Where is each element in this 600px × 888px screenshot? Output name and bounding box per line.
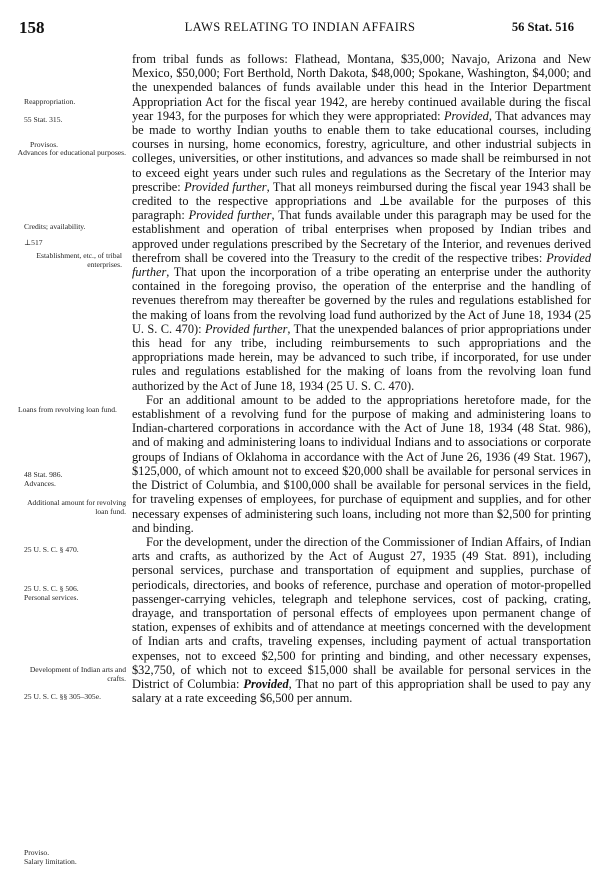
statute-reference: 56 Stat. 516 bbox=[511, 20, 574, 34]
margin-note: Proviso. bbox=[24, 848, 50, 857]
running-title: LAWS RELATING TO INDIAN AFFAIRS bbox=[184, 20, 416, 34]
margin-note: Provisos. bbox=[30, 140, 59, 149]
proviso-term: Provided further bbox=[132, 250, 591, 280]
margin-note: Advances. bbox=[24, 479, 56, 488]
text-run: from tribal funds as follows: Flathead, Montana, $35,000; Navajo, Arizona and New Mexico, $50,000; Fort Berthold, North Dakota, $48,000; Spokane, Washington, $4,000; and the unexpended balances of funds available under this head in the Interior Department Appropriation Act for the fiscal year 1942, are hereby continued available during the fiscal year 1943, for the purposes for which they were appropriated: bbox=[132, 52, 591, 123]
margin-note: Reappropriation. bbox=[24, 97, 76, 106]
paragraph bbox=[132, 52, 591, 393]
paragraph: For an additional amount to be added to the appropriations heretofore made, for the establishment of a revolving fund for the purpose of making and administering loans to Indian-chartered corporations in accordance with the Act of June 18, 1934 (48 Stat. 986), and of making and administering loans to individual Indians and to associations or corporate groups of Indians of Oklahoma in accordance with the Act of June 26, 1936 (49 Stat. 1967), $125,000, of which amount not to exceed $20,000 shall be available for personal services in the District of Columbia, and $100,000 shall be available for personal services in the field, for traveling expenses of employees, for purchase of equipment and supplies, and for other necessary expenses of administering such loans, including not more than $2,500 for printing and binding. bbox=[132, 392, 591, 535]
text-run: , That upon the incorporation of a tribe operating an enterprise under the authority contained in the foregoing proviso, the operation of the enterprise and the handling of revenues therefrom may thereafter be governed by the rules and regulations established for the making of loans from the revolving load fund authorized by the Act of June 18, 1934 (25 U. S. C. 470): bbox=[132, 265, 591, 336]
margin-note: Loans from revolving loan fund. bbox=[18, 405, 117, 414]
margin-note: Establishment, etc., of tribal enterprises. bbox=[36, 251, 122, 270]
text-run: , That no part of this appropriation shall be used to pay any salary at a rate exceeding $6,500 per annum. bbox=[132, 676, 591, 706]
margin-note: 25 U. S. C. § 470. bbox=[24, 545, 79, 554]
proviso-term: Provided bbox=[243, 676, 289, 691]
page-header bbox=[0, 18, 600, 38]
text-run: For the development, under the direction of the Commissioner of Indian Affairs, of Indian arts and crafts, as authorized by the Act of August 27, 1935 (49 Stat. 891), including personal services, purchase and transportation of equipment and supplies, purchase of periodicals, directories, and books of reference, purchase and operation of motor-propelled passenger-carrying vehicles, telegraph and telephone services, cost of packing, crating, drayage, and transportation of personal effects of employees upon permanent change of station, expenses of exhibits and of attendance at meetings concerned with the development of Indian arts and crafts, traveling expenses, including payment of actual transportation expenses, not to exceed $2,500 for printing and binding, and other necessary expenses, $32,750, of which not to exceed $15,000 shall be available for personal services in the District of Columbia: bbox=[132, 534, 591, 691]
proviso-term: Provided further bbox=[204, 321, 288, 336]
text-run: , That all moneys reimbursed during the fiscal year 1943 shall be credited to the respective appropriations and ⊥be available for the purposes of this paragraph: bbox=[132, 179, 592, 223]
paragraph bbox=[132, 535, 591, 705]
margin-note: 25 U. S. C. § 506. bbox=[24, 584, 79, 593]
margin-note: Personal services. bbox=[24, 593, 79, 602]
proviso-term: Provided further bbox=[184, 179, 267, 194]
page-number: 158 bbox=[19, 18, 45, 37]
proviso-term: Provided further bbox=[188, 208, 272, 223]
margin-note: 48 Stat. 986. bbox=[24, 470, 63, 479]
margin-note: Development of Indian arts and crafts. bbox=[29, 665, 126, 684]
margin-note: Additional amount for revolving loan fund. bbox=[27, 498, 126, 517]
margin-note: 55 Stat. 315. bbox=[24, 115, 63, 124]
margin-note: ⊥517 bbox=[24, 238, 43, 247]
margin-note: 25 U. S. C. §§ 305–305e. bbox=[24, 692, 101, 701]
text-run: , That advances may be made to worthy Indian youths to enable them to take educational courses, including courses in nursing, home economics, forestry, agriculture, and other industrial subjects in colleges, universities, or other institutions, and advances so made shall be reimbursed in not to exceed eight years under such rules and regulations as the Secretary of the Interior may prescribe: bbox=[132, 108, 591, 194]
margin-note: Advances for educational purposes. bbox=[17, 148, 126, 157]
proviso-term: Provided bbox=[444, 108, 489, 123]
text-run: , That funds available under this paragraph may be used for the establishment and operation of tribal enterprises when proposed by Indian tribes and approved under regulations prescribed by the Secretary of the Interior, and revenues derived therefrom shall be covered into the Treasury to the credit of the respective tribes: bbox=[132, 208, 591, 265]
margin-note: Salary limitation. bbox=[24, 857, 77, 866]
body-text bbox=[132, 52, 591, 705]
margin-note: Credits; availability. bbox=[24, 222, 86, 231]
text-run: , That the unexpended balances of prior appropriations under this head for any tribe, including reimbursements to such appropriations and the appropriations made herein, may be advanced to such tribe, if incorporated, for use under rules and regulations established for the making of loans from the revolving loan fund authorized by the Act of June 18, 1934 (25 U. S. C. 470). bbox=[132, 321, 591, 393]
